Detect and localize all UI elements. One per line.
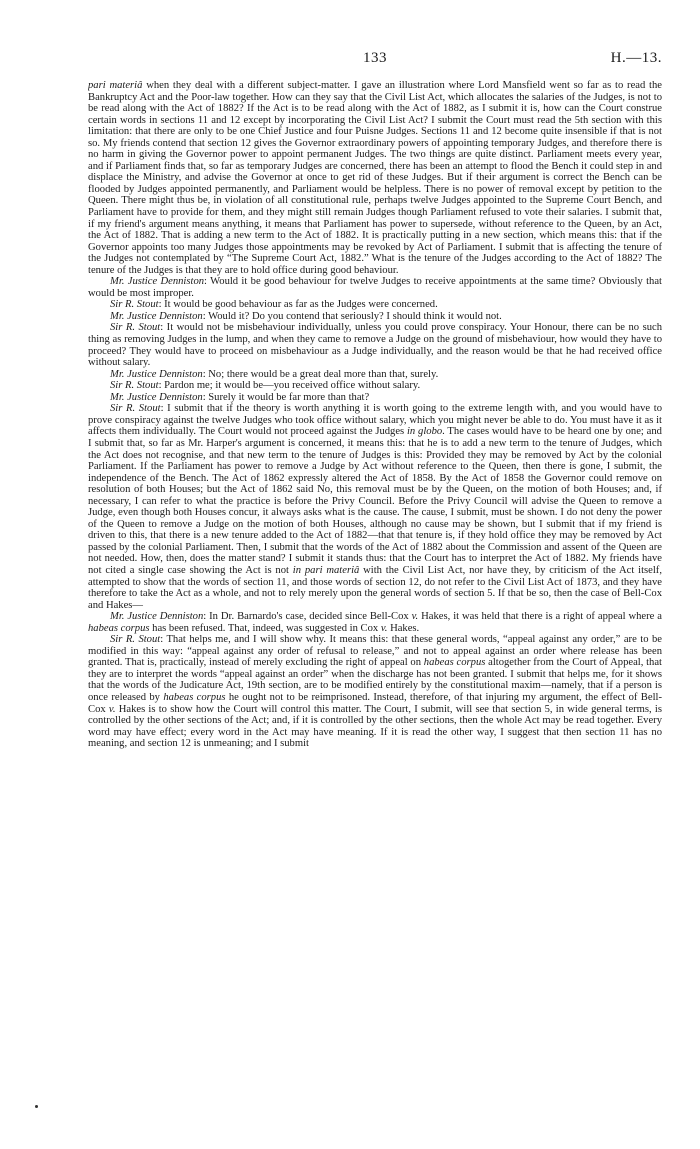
- page-header: [88, 50, 662, 72]
- speaker-name: Mr. Justice Denniston: [110, 611, 204, 623]
- text-run: : It would not be misbehaviour individually, unless you could prove conspiracy. Your Honour, there can be no such thing as removing Judges in the lump, and when they came to remove a Judge on the ground of misbehaviour, how would they have to proceed? They would have to proceed on misbehaviour as a Judge individually, and the reason would be that he had received office without salary.: [88, 322, 662, 369]
- paragraph: [88, 634, 662, 749]
- speaker-name: Mr. Justice Denniston: [110, 276, 205, 288]
- text-run: : Would it? Do you contend that seriously? I should think it would not.: [202, 310, 502, 322]
- speaker-name: Sir R. Stout: [110, 299, 159, 311]
- paragraph: [88, 311, 662, 323]
- speaker-name: Sir R. Stout: [110, 322, 161, 334]
- text-run: : Surely it would be far more than that?: [202, 391, 370, 403]
- speaker-name: Sir R. Stout: [110, 403, 161, 415]
- text-run: with the Civil List Act, nor have they, by criticism of the Act itself, attempted to show that the words of section 11, and those words of section 12, do not refer to the Civil List Act of 1873, and they have therefore to take the Act as a whole, and not to rely merely upon the general words of section 5. If that be so, then the case of Bell-Cox and Hakes—: [88, 564, 662, 611]
- paragraph: [88, 611, 662, 634]
- italic-text: pari materiâ: [88, 80, 143, 91]
- italic-text: habeas corpus: [423, 657, 486, 669]
- body-text: [88, 80, 662, 1135]
- text-run: when they deal with a different subject-matter. I gave an illustration where Lord Mansfield went so far as to read the Bankruptcy Act and the Poor-law together. How can they say that the Civil List Act, which allocates the salaries of the Judges, is not to be read along with the Act of 1882? If the Act is to be read along with the Act of 1882, as I submit it is, how can the Court construe certain words in sections 11 and 12 except by incorporating the Civil List Act? I submit the Court must read the 5th section with this limitation: that there are only to be one Chief Justice and four Puisne Judges. Sections 11 and 12 become quite insensible if that is not so. My friends contend that section 12 gives the Governor extraordinary powers of appointing temporary Judges, and therefore there is no harm in giving the Governor power to appoint permanent Judges. The two things are quite distinct. Parliament meets every year, and if Parliament finds that, so far as temporary Judges are concerned, there has been an attempt to flood the Bench it could step in and displace the Ministry, and advise the Governor at once to get rid of these Judges. But if their argument is correct the Bench can be flooded by Judges appointed permanently, and Parliament would be helpless. There is no power of removal except by petition to the Queen. There might thus be, in violation of all constitutional rule, perhaps twelve Judges appointed to the Supreme Court Bench, and Parliament have to provide for them, and they might still remain Judges though Parliament refused to vote their salaries. I submit that, if my friend's argument means anything, it means that Parliament has power to supersede, without reference to the Queen, by an Act, the Act of 1882. That is adding a new term to the Act of 1882. It is practically putting in a new section, which means this: that if the Governor appoints too many Judges those appointments may be revoked by Act of Parliament. I submit that is affecting the tenure of the Judges not contemplated by “The Supreme Court Act, 1882.” What is the tenure of the Judges according to the Act of 1882? The tenure of the Judges is that they are to hold office during good behaviour.: [88, 80, 662, 276]
- section-code: H.—13.: [610, 50, 662, 66]
- paragraph: [88, 80, 662, 276]
- text-run: has been refused. That, indeed, was suggested in Cox: [149, 622, 381, 634]
- italic-text: v.: [380, 622, 388, 634]
- italic-text: v.: [108, 703, 116, 715]
- text-run: altogether from the Court of Appeal, that they are to interpret the words “appeal against an order” when the discharge has not been granted. I submit that helps me, for it shows that the words of the Judicature Act, 19th section, are to be modified entirely by the constitutional maxim—namely, that if a person is once released by: [88, 657, 662, 703]
- text-run: : Pardon me; it would be—you received office without salary.: [158, 380, 421, 392]
- speaker-name: Sir R. Stout: [110, 380, 159, 392]
- text-run: : In Dr. Barnardo's case, decided since Bell-Cox: [203, 611, 412, 623]
- page-number: 133: [363, 50, 387, 66]
- speaker-name: Mr. Justice Denniston: [110, 368, 203, 380]
- paragraph: [88, 322, 662, 368]
- italic-text: habeas corpus: [88, 622, 150, 634]
- text-run: : That helps me, and I will show why. It means this: that these general words, “appeal against any order,” are to be modified in this way: “appeal against any order of refusal to release,” and not to appeal against an order where release has been granted. That is, practically, instead of merely excluding the right of appeal on: [88, 634, 662, 669]
- italic-text: habeas corpus: [163, 691, 226, 703]
- speaker-name: Mr. Justice Denniston: [110, 310, 203, 322]
- italic-text: in globo: [406, 426, 443, 438]
- paragraph: [88, 299, 662, 311]
- paragraph: [88, 369, 662, 381]
- paragraph: [88, 392, 662, 404]
- speaker-name: Sir R. Stout: [110, 634, 161, 646]
- speaker-name: Mr. Justice Denniston: [110, 391, 203, 403]
- text-run: : It would be good behaviour as far as the Judges were concerned.: [158, 299, 438, 311]
- paragraph: [88, 380, 662, 392]
- text-run: he ought not to be reimprisoned. Instead, therefore, of that injuring my argument, the effect of Bell-Cox: [88, 691, 662, 715]
- text-run: Hakes, it was held that there is a right of appeal where a: [418, 611, 662, 623]
- stray-mark: [35, 1105, 38, 1108]
- italic-text: in pari materiâ: [292, 564, 360, 576]
- text-run: : I submit that if the theory is worth anything it is worth going to the extreme length with, and you would have to prove conspiracy against the twelve Judges who took office without salary, which you might never be able to do. You must have it as it affects them individually. The Court would not proceed against the Judges: [88, 403, 662, 438]
- text-run: . The cases would have to be heard one by one; and I submit that, so far as Mr. Harper's argument is concerned, it means this: that he is to add a new term to the tenure of Judges, which the Act does not recognise, and that new term to the tenure of Judges is this: Provided they may be removed by Act by the colonial Parliament. If the Parliament has power to remove a Judge by Act without reference to the Queen, then there is gone, I submit, the independence of the Bench. The Act of 1862 expressly altered the Act of 1858. By the Act of 1858 the Governor could remove on resolution of both Houses; but the Act of 1862 said No, this removal must be by the Queen, on the motion of both Houses; and, if necessary, I can refer to what the practice is before the Privy Council. Before the Privy Council will advise the Queen to remove a Judge, even though both Houses concur, it always asks what is the cause. The cause, I submit, must be shown. I do not deny the power of the Queen to remove a Judge on the motion of both Houses, although no cause may be shown, but I submit that if my friend is driven to this, that there is a new tenure added to the Act of 1882—that that tenure is, if they hold office they may be removed by Act passed by the colonial Parliament. Then, I submit that the words of the Act of 1882 about the Commission and assent of the Queen are not needed. How, then, does the matter stand? I submit it stands thus: that the Court has to interpret the Act of 1882. My friends have not cited a single case showing the Act is not: [88, 426, 662, 576]
- text-run: : Would it be good behaviour for twelve Judges to receive appointments at the same time? Obviously that would be most improper.: [88, 276, 662, 299]
- text-run: Hakes.: [387, 622, 420, 634]
- paragraph: [88, 276, 662, 299]
- paragraph: [88, 403, 662, 611]
- text-run: Hakes is to show how the Court will control this matter. The Court, I submit, will see that section 5, in wide general terms, is controlled by the other sections of the Act; and, if it is controlled by the other sections, then the whole Act may be read together. Every word may have effect; every word in the Act may have meaning. If it is read the other way, I suggest that then section 11 has no meaning, and section 12 is unmeaning; and I submit: [88, 703, 662, 750]
- italic-text: v.: [411, 611, 419, 623]
- text-run: : No; there would be a great deal more than that, surely.: [202, 368, 439, 380]
